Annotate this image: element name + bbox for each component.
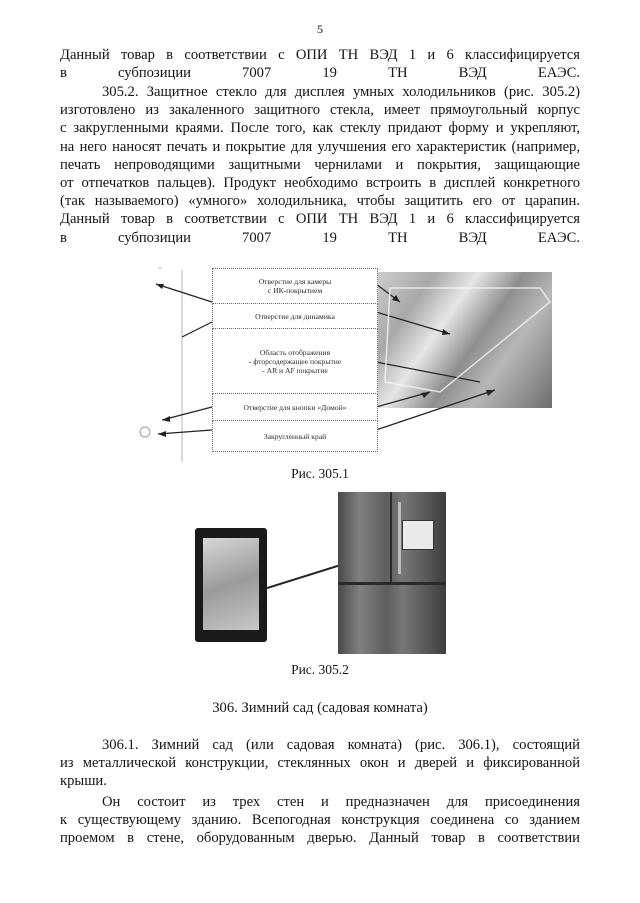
text-line: 305.2. Защитное стекло для дисплея умных холодильников (рис. 305.2) [102,84,580,100]
fridge-display [402,520,434,550]
paragraph-306-1 [60,736,580,791]
label-text: Отверстие для камеры с ИК-покрытием [258,277,332,295]
text-line: Он состоит из трех стен и предназначен для присоединения [102,794,580,810]
text-line: печать непроводящими защитными чернилами и покрытия, защищающие [60,156,580,173]
label-speaker-hole [212,303,378,329]
text-line: изготовлено из закаленного защитного стекла, имеет прямоугольный корпус [60,102,580,119]
label-text: Отверстие для динамика [255,311,335,321]
glass-screen [203,538,259,630]
label-display-area [212,328,378,394]
text-line: (так называемого) «умного» холодильника, чтобы защитить его от царапин. [60,193,580,210]
text-line: в субпозиции 7007 19 ТН ВЭД ЕАЭС. [60,65,580,82]
text-line: Данный товар в соответствии с ОПИ ТН ВЭД 1 и 6 классифицируется [60,47,580,63]
text-line: крыши. [60,773,107,790]
caption-305-2: Рис. 305.2 [291,662,349,677]
label-text: Область отображения - фторсодержащее покрытие - AR и AF покрытие [248,347,342,375]
page-number: 5 [317,22,323,36]
glass-display-photo [195,528,267,642]
label-text: Отверстие для кнопки «Домой» [243,402,347,412]
paragraph-305-2 [60,83,580,247]
label-text: Закругленный край [263,431,327,441]
text-line: 306.1. Зимний сад (или садовая комната) (рис. 306.1), состоящий [102,737,580,753]
section-heading-306: 306. Зимний сад (садовая комната) [212,700,428,716]
paragraph-classification-top [60,46,580,82]
text-line: на него наносят печать и покрытие для улучшения его характеристик (например, [60,138,580,155]
text-line: от отпечатков пальцев). Продукт необходимо встроить в дисплей конкретного [60,175,580,192]
paragraph-306-description [60,793,580,848]
text-line: с закругленными краями. После того, как стеклу придают форму и укрепляют, [60,120,580,137]
caption-305-1: Рис. 305.1 [291,466,349,481]
text-line: к существующему зданию. Всепогодная конструкция соединена со зданием [60,812,580,829]
text-line: проемом в стене, оборудованным дверью. Данный товар в соответствии [60,830,580,847]
text-line: в субпозиции 7007 19 ТН ВЭД ЕАЭС. [60,229,580,246]
fridge-drawer-line [338,582,446,585]
label-home-button-hole [212,393,378,421]
label-rounded-edge [212,420,378,452]
fridge-door-gap [390,492,392,582]
label-camera-hole [212,268,378,304]
text-line: Данный товар в соответствии с ОПИ ТН ВЭД 1 и 6 классифицируется [60,211,580,228]
fridge-handle [398,502,401,574]
smart-fridge-photo [338,492,446,654]
text-line: из металлической конструкции, стеклянных окон и дверей и фиксированной [60,755,580,772]
figure-305-1 [100,262,570,467]
